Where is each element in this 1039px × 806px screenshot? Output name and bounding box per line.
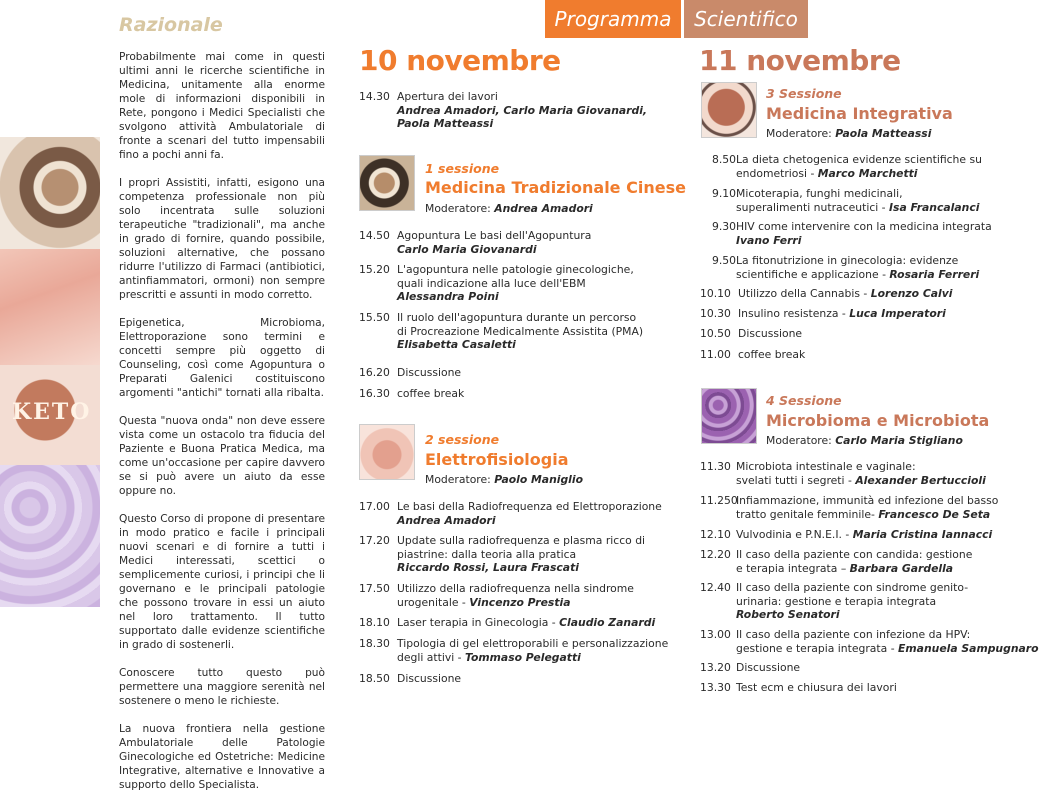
item-title: urinaria: gestione e terapia integrata [736, 594, 937, 608]
speaker: Claudio Zanardi [559, 616, 656, 629]
time: 12.40 [700, 581, 731, 594]
item-title: Discussione [397, 672, 462, 685]
razionale-paragraph: Epigenetica, Microbioma, Elettroporazione sono termini e concetti sempre più oggetto di Counseling, così come Agopuntura o Preparati Galenici costituiscono argomenti "antichi" tornati alla ribalta. [119, 317, 325, 399]
time: 13.00 [700, 628, 731, 641]
time: 8.50 [711, 153, 736, 166]
time: 14.30 [359, 90, 390, 103]
speaker: Tommaso Pelegatti [465, 650, 581, 664]
moderator-name: Paola Matteassi [835, 127, 932, 140]
decorative-image-strip [0, 137, 100, 607]
session4-name: Microbioma e Microbiota [766, 411, 990, 430]
day2-title: 11 novembre [699, 44, 901, 77]
razionale-text [119, 50, 325, 806]
session2-number: 2 sessione [425, 432, 500, 447]
speaker: Francesco De Seta [878, 507, 991, 521]
item-title: Il ruolo dell'agopuntura durante un percorso [397, 311, 637, 324]
session3-number: 3 Sessione [766, 86, 842, 101]
item-title: coffee break [397, 387, 465, 400]
item-title: quali indicazione alla luce dell'EBM [397, 276, 586, 290]
razionale-paragraph: Questa "nuova onda" non deve essere vista come un ostacolo tra fiducia del Paziente e Buona Pratica Medica, ma come un'occasione per capire davvero se si può avere un aiuto da esse oppure no. [119, 415, 325, 497]
time: 17.00 [359, 500, 390, 513]
razionale-paragraph: Probabilmente mai come in questi ultimi anni le ricerche scientifiche in Medicina, unitamente alla enorme mole di informazioni disponibili in Rete, pongono i Medici Specialisti che svolgono attività Ambulatoriale di fronte a scenari del tutto impensabili fino a pochi anni fa. [119, 51, 325, 161]
item-title: Insulino resistenza - [738, 307, 850, 320]
banner-programma: Programma [545, 0, 681, 38]
item-title: Il caso della paziente con infezione da HPV: [736, 628, 971, 641]
time: 9.50 [711, 254, 736, 267]
electrophysiology-image [0, 249, 100, 365]
razionale-paragraph: Conoscere tutto questo può permettere una maggiore serenità nel sostenere o meno le richieste. [119, 667, 325, 707]
item-title: Agopuntura Le basi dell'Agopuntura [397, 229, 592, 242]
microbiome-image [0, 465, 100, 607]
moderator-label: Moderatore: [766, 127, 832, 140]
item-title: Utilizzo della radiofrequenza nella sindrome [397, 582, 634, 595]
item-title: gestione e terapia integrata - [736, 641, 899, 655]
moderator-name: Andrea Amadori [494, 202, 593, 215]
speakers: Paola Matteassi [397, 117, 494, 130]
time: 9.10 [711, 187, 736, 200]
item-title: Utilizzo della Cannabis - [738, 287, 871, 300]
time: 18.30 [359, 637, 390, 650]
speaker: Alexander Bertuccioli [855, 473, 986, 487]
speaker: Lorenzo Calvi [870, 287, 953, 300]
speaker: Marco Marchetti [817, 166, 918, 180]
speaker: Rosaria Ferreri [889, 267, 980, 281]
banner-scientifico: Scientifico [684, 0, 808, 38]
item-title: Micoterapia, funghi medicinali, [736, 187, 903, 200]
session1-number: 1 sessione [425, 161, 500, 176]
item-title: Laser terapia in Ginecologia - [397, 616, 560, 629]
session4-moderator [766, 434, 963, 447]
time: 11.00 [700, 348, 731, 361]
time: 17.50 [359, 582, 390, 595]
speaker: Isa Francalanci [889, 200, 980, 214]
time: 13.30 [700, 681, 731, 694]
speaker: Barbara Gardella [849, 561, 954, 575]
item-title: Microbiota intestinale e vaginale: [736, 460, 916, 473]
time: 18.50 [359, 672, 390, 685]
item-title: coffee break [738, 348, 806, 361]
item-title: Vulvodinia e P.N.E.I. - [736, 528, 853, 541]
item-title: degli attivi - [397, 650, 466, 664]
keto-label: KETO [12, 399, 92, 425]
item-title: Il caso della paziente con candida: gestione [736, 548, 973, 561]
item-title: HIV come intervenire con la medicina integrata [736, 220, 992, 233]
session2-image [359, 424, 415, 480]
item-title: Update sulla radiofrequenza e plasma ricco di [397, 534, 646, 547]
speaker: Carlo Maria Giovanardi [397, 242, 537, 256]
item-title: Tipologia di gel elettroporabili e personalizzazione [397, 637, 669, 650]
item-title: tratto genitale femminile- [736, 507, 879, 521]
speaker: Alessandra Poini [397, 290, 499, 303]
time: 9.30 [711, 220, 736, 233]
item-title: piastrine: dalla teoria alla pratica [397, 547, 577, 561]
session3-name: Medicina Integrativa [766, 104, 953, 123]
time: 18.10 [359, 616, 390, 629]
time: 16.20 [359, 366, 390, 379]
item-title: La fitonutrizione in ginecologia: evidenze [736, 254, 959, 267]
acupuncture-image [0, 137, 100, 249]
razionale-paragraph: La nuova frontiera nella gestione Ambulatoriale delle Patologie Ginecologiche ed Ostetriche: Medicine Integrative, alternative e Innovative a supporto dello Specialista. [119, 723, 325, 791]
item-title: endometriosi - [736, 166, 818, 180]
session3-moderator [766, 127, 931, 140]
session1-name: Medicina Tradizionale Cinese [425, 178, 686, 197]
item-title: Il caso della paziente con sindrome genito- [736, 581, 969, 594]
moderator-label: Moderatore: [766, 434, 832, 447]
session3-image [701, 82, 757, 138]
time: 10.10 [700, 287, 731, 300]
item-title: Test ecm e chiusura dei lavori [736, 681, 897, 694]
speaker: Riccardo Rossi, Laura Frascati [397, 561, 579, 574]
time: 10.50 [700, 327, 731, 340]
moderator-name: Paolo Maniglio [494, 473, 584, 486]
session2-moderator [425, 473, 583, 486]
item-title: Discussione [397, 366, 462, 379]
moderator-name: Carlo Maria Stigliano [835, 434, 963, 447]
speaker: Elisabetta Casaletti [397, 338, 516, 351]
speaker: Maria Cristina Iannacci [852, 528, 993, 541]
speaker: Andrea Amadori [397, 513, 496, 527]
item-title: Le basi della Radiofrequenza ed Elettroporazione [397, 500, 662, 513]
item-title: Infiammazione, immunità ed infezione del basso [736, 494, 999, 507]
session4-number: 4 Sessione [766, 393, 842, 408]
item-title: La dieta chetogenica evidenze scientifiche su [736, 153, 982, 166]
time: 11.30 [700, 460, 731, 473]
time: 15.50 [359, 311, 390, 324]
time: 13.20 [700, 661, 731, 674]
razionale-title: Razionale [119, 14, 223, 36]
time: 15.20 [359, 263, 390, 276]
speaker: Luca Imperatori [849, 307, 946, 320]
item-title: e terapia integrata – [736, 561, 850, 575]
razionale-paragraph: I propri Assistiti, infatti, esigono una competenza professionale non più solo incentrata sulle soluzioni terapeutiche "tradizionali", ma anche in grado di fornire, quando possibile, soluzioni alternative, che possano ridurre l'utilizzo di Farmaci (antibiotici, antinfiammatori, ormoni) non sempre prescritti e assunti in modo corretto. [119, 177, 325, 301]
time: 11.250 [700, 494, 738, 507]
day1-title: 10 novembre [359, 44, 561, 77]
speaker: Vincenzo Prestia [469, 595, 571, 609]
session1-moderator [425, 202, 593, 215]
session2-name: Elettrofisiologia [425, 450, 569, 469]
session1-image [359, 155, 415, 211]
item-title: di Procreazione Medicalmente Assistita (PMA) [397, 324, 644, 338]
speaker: Ivano Ferri [736, 233, 802, 247]
speaker: Roberto Senatori [736, 608, 840, 621]
moderator-label: Moderatore: [425, 473, 491, 486]
session4-image [701, 388, 757, 444]
item-title: superalimenti nutraceutici - [736, 200, 890, 214]
time: 16.30 [359, 387, 390, 400]
time: 17.20 [359, 534, 390, 547]
moderator-label: Moderatore: [425, 202, 491, 215]
item-title: Apertura dei lavori [397, 90, 498, 103]
item-title: Discussione [736, 661, 801, 674]
item-title: scientifiche e applicazione - [736, 267, 890, 281]
razionale-paragraph: Questo Corso di propone di presentare in modo pratico e facile i principali nuovi scenari e di fornire a tutti i Medici interessati, scettici o semplicemente curiosi, i principi che li governano e le principali patologie che possono trovare in essi un aiuto nel loro trattamento. Il tutto supportato dalle evidenze scientifiche in grado di sostenerli. [119, 513, 325, 651]
item-title: Discussione [738, 327, 803, 340]
time: 12.20 [700, 548, 731, 561]
item-title: svelati tutti i segreti - [736, 473, 856, 487]
time: 10.30 [700, 307, 731, 320]
time: 14.50 [359, 229, 390, 242]
speaker: Emanuela Sampugnaro [898, 641, 1039, 655]
speakers: Andrea Amadori, Carlo Maria Giovanardi, [397, 103, 648, 117]
item-title: L'agopuntura nelle patologie ginecologiche, [397, 263, 634, 276]
time: 12.10 [700, 528, 731, 541]
item-title: urogenitale - [397, 595, 470, 609]
